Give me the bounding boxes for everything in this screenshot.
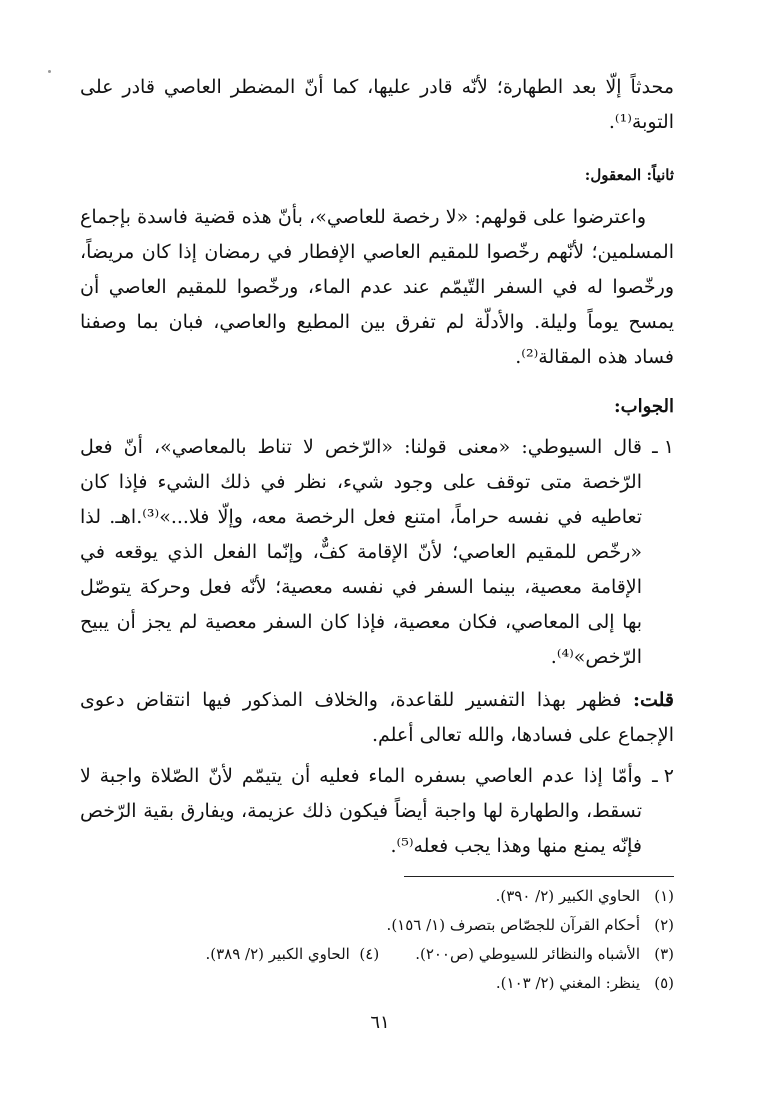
- page-number: ٦١: [370, 1012, 390, 1033]
- footnote-number: (٢): [654, 916, 674, 934]
- footnote-number: (٣): [654, 945, 674, 963]
- note-paragraph: [80, 683, 674, 753]
- footnote-3-4: [80, 940, 674, 969]
- list-item-text: وأمّا إذا عدم العاصي بسفره الماء فعليه أن يتيمّم لأنّ الصّلاة واجبة لا تسقط، والطهارة لها واجبة أيضاً فيكون ذلك عزيمة، ويفارق بقية الرّخص فإنّه يمنع منها وهذا يجب فعله⁽⁵⁾.: [80, 765, 642, 857]
- paragraph-objection: واعترضوا على قولهم: «لا رخصة للعاصي»، بأنّ هذه قضية فاسدة بإجماع المسلمين؛ لأنّهم رخّصوا للمقيم العاصي الإفطار في رمضان إذا كان مريضاً، ورخّصوا له في السفر التّيمّم عند عدم الماء، ورخّصوا للمقيم العاصي أن يمسح يوماً وليلة. والأدلّة لم تفرق بين المطيع والعاصي، فبان بما وصفنا فساد هذه المقالة⁽²⁾.: [80, 206, 674, 368]
- footnotes: [80, 882, 674, 998]
- footnote-number: (١): [654, 887, 674, 905]
- footnote-1: [80, 882, 674, 911]
- speck-mark: [48, 70, 51, 73]
- list-item-1: [80, 430, 674, 675]
- footnote-5: [80, 969, 674, 998]
- footnote-text: أحكام القرآن للجصّاص بتصرف (١/ ١٥٦).: [386, 916, 640, 934]
- list-item-number: ٢ ـ: [652, 765, 674, 787]
- footnote-text: الحاوي الكبير (٢/ ٣٨٩).: [205, 945, 350, 963]
- list-item-number: ١ ـ: [652, 436, 674, 458]
- footnote-text: ينظر: المغني (٢/ ١٠٣).: [495, 974, 640, 992]
- footnote-text: الأشباه والنظائر للسيوطي (ص٢٠٠).: [415, 945, 640, 963]
- note-text: فظهر بهذا التفسير للقاعدة، والخلاف المذكور فيها انتقاض دعوى الإجماع على فسادها، والله تعالى أعلم.: [80, 689, 674, 746]
- footnote-divider: [404, 876, 674, 877]
- note-label: قلت:: [632, 689, 674, 711]
- list-item-text: قال السيوطي: «معنى قولنا: «الرّخص لا تناط بالمعاصي»، أنّ فعل الرّخصة متى توقف على وجود شيء، نظر في ذلك الشيء فإذا كان تعاطيه في نفسه حراماً، امتنع فعل الرخصة معه، وإلّا فلا...»⁽³⁾.اهـ. لذا «رخّص للمقيم العاصي؛ لأنّ الإقامة كفٌّ، وإنّما الفعل الذي يوقعه في الإقامة معصية، بينما السفر في نفسه معصية؛ لأنّه فعل وحركة يتوصّل بها إلى المعاصي، فكان معصية، فإذا كان السفر معصية لم يجز أن يبيح الرّخص»⁽⁴⁾.: [80, 436, 642, 668]
- footnote-number: (٥): [654, 974, 674, 992]
- answer-heading: الجواب:: [614, 396, 674, 417]
- section-heading-reason: ثانياً: المعقول:: [584, 166, 674, 184]
- list-item-2: [80, 759, 674, 864]
- main-text: [80, 70, 674, 864]
- footnote-number: (٤): [359, 945, 380, 963]
- paragraph-continuation: محدثاً إلّا بعد الطهارة؛ لأنّه قادر عليها، كما أنّ المضطر العاصي قادر على التوبة⁽¹⁾.: [80, 76, 674, 133]
- footnote-2: [80, 911, 674, 940]
- footnote-text: الحاوي الكبير (٢/ ٣٩٠).: [495, 887, 640, 905]
